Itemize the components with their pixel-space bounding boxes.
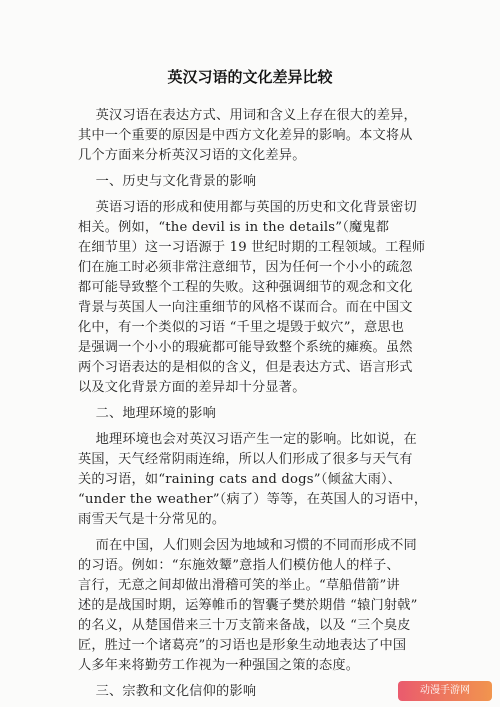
site-watermark-logo: 动漫手游网 — [398, 681, 492, 701]
page-title: 英汉习语的文化差异比较 — [167, 68, 333, 86]
text-line: 人多年来将勤劳工作视为一种强国之策的态度。 — [78, 658, 360, 673]
text-line: 其中一个重要的原因是中西方文化差异的影响。本文将从 — [78, 128, 413, 143]
text-line: 的习语。例如：“东施效颦”意指人们模仿他人的样子、 — [78, 558, 400, 573]
text-line: “under the weather”（病了）等等，在英国人的习语中， — [78, 492, 428, 507]
text-line: 英国，天气经常阴雨连绵，所以人们形成了很多与天气有 — [78, 452, 413, 467]
text-line: 言行，无意之间却做出滑稽可笑的举止。“草船借箭”讲 — [78, 578, 400, 593]
section-heading: 一、历史与文化背景的影响 — [78, 174, 257, 189]
section-heading: 三、宗教和文化信仰的影响 — [78, 684, 257, 699]
text-line: 英语习语的形成和使用都与英国的历史和文化背景密切 — [78, 200, 417, 215]
text-line: 的名义，从楚国借来三十万支箭来备战，以及 “三个臭皮 — [78, 618, 411, 633]
text-line: 地理环境也会对英汉习语产生一定的影响。比如说，在 — [78, 432, 417, 447]
text-line: 在细节里）这一习语源于 19 世纪时期的工程领域。工程师 — [78, 240, 426, 255]
text-line: 是强调一个小小的瑕疵都可能导致整个系统的瘫痪。虽然 — [78, 340, 413, 355]
text-line: 几个方面来分析英汉习语的文化差异。 — [78, 148, 306, 163]
text-line: 两个习语表达的是相似的含义，但是表达方式、语言形式 — [78, 360, 413, 375]
text-line: 背景与英国人一向注重细节的风格不谋而合。而在中国文 — [78, 300, 413, 315]
text-line: 述的是战国时期，运筹帷币的智囊子樊於期借 “辕门射戟” — [78, 598, 418, 613]
text-line: 相关。例如，“the devil is in the details”（魔鬼都 — [78, 220, 390, 235]
text-line: 化中，有一个类似的习语 “千里之堤毁于蚁穴”，意思也 — [78, 320, 405, 335]
text-line: 们在施工时必须非常注意细节，因为任何一个小小的疏忽 — [78, 260, 413, 275]
text-line: 而在中国，人们则会因为地域和习惯的不同而形成不同 — [78, 538, 417, 553]
text-line: 雨雪天气是十分常见的。 — [78, 512, 226, 527]
text-line: 英汉习语在表达方式、用词和含义上存在很大的差异， — [78, 108, 417, 123]
section-heading: 二、地理环境的影响 — [78, 406, 217, 421]
text-line: 都可能导致整个工程的失败。这种强调细节的观念和文化 — [78, 280, 413, 295]
text-line: 关的习语，如“raining cats and dogs”（倾盆大雨）、 — [78, 472, 402, 487]
text-line: 匠，胜过一个诸葛亮”的习语也是形象生动地表达了中国 — [78, 638, 407, 653]
text-line: 以及文化背景方面的差异却十分显著。 — [78, 380, 306, 395]
